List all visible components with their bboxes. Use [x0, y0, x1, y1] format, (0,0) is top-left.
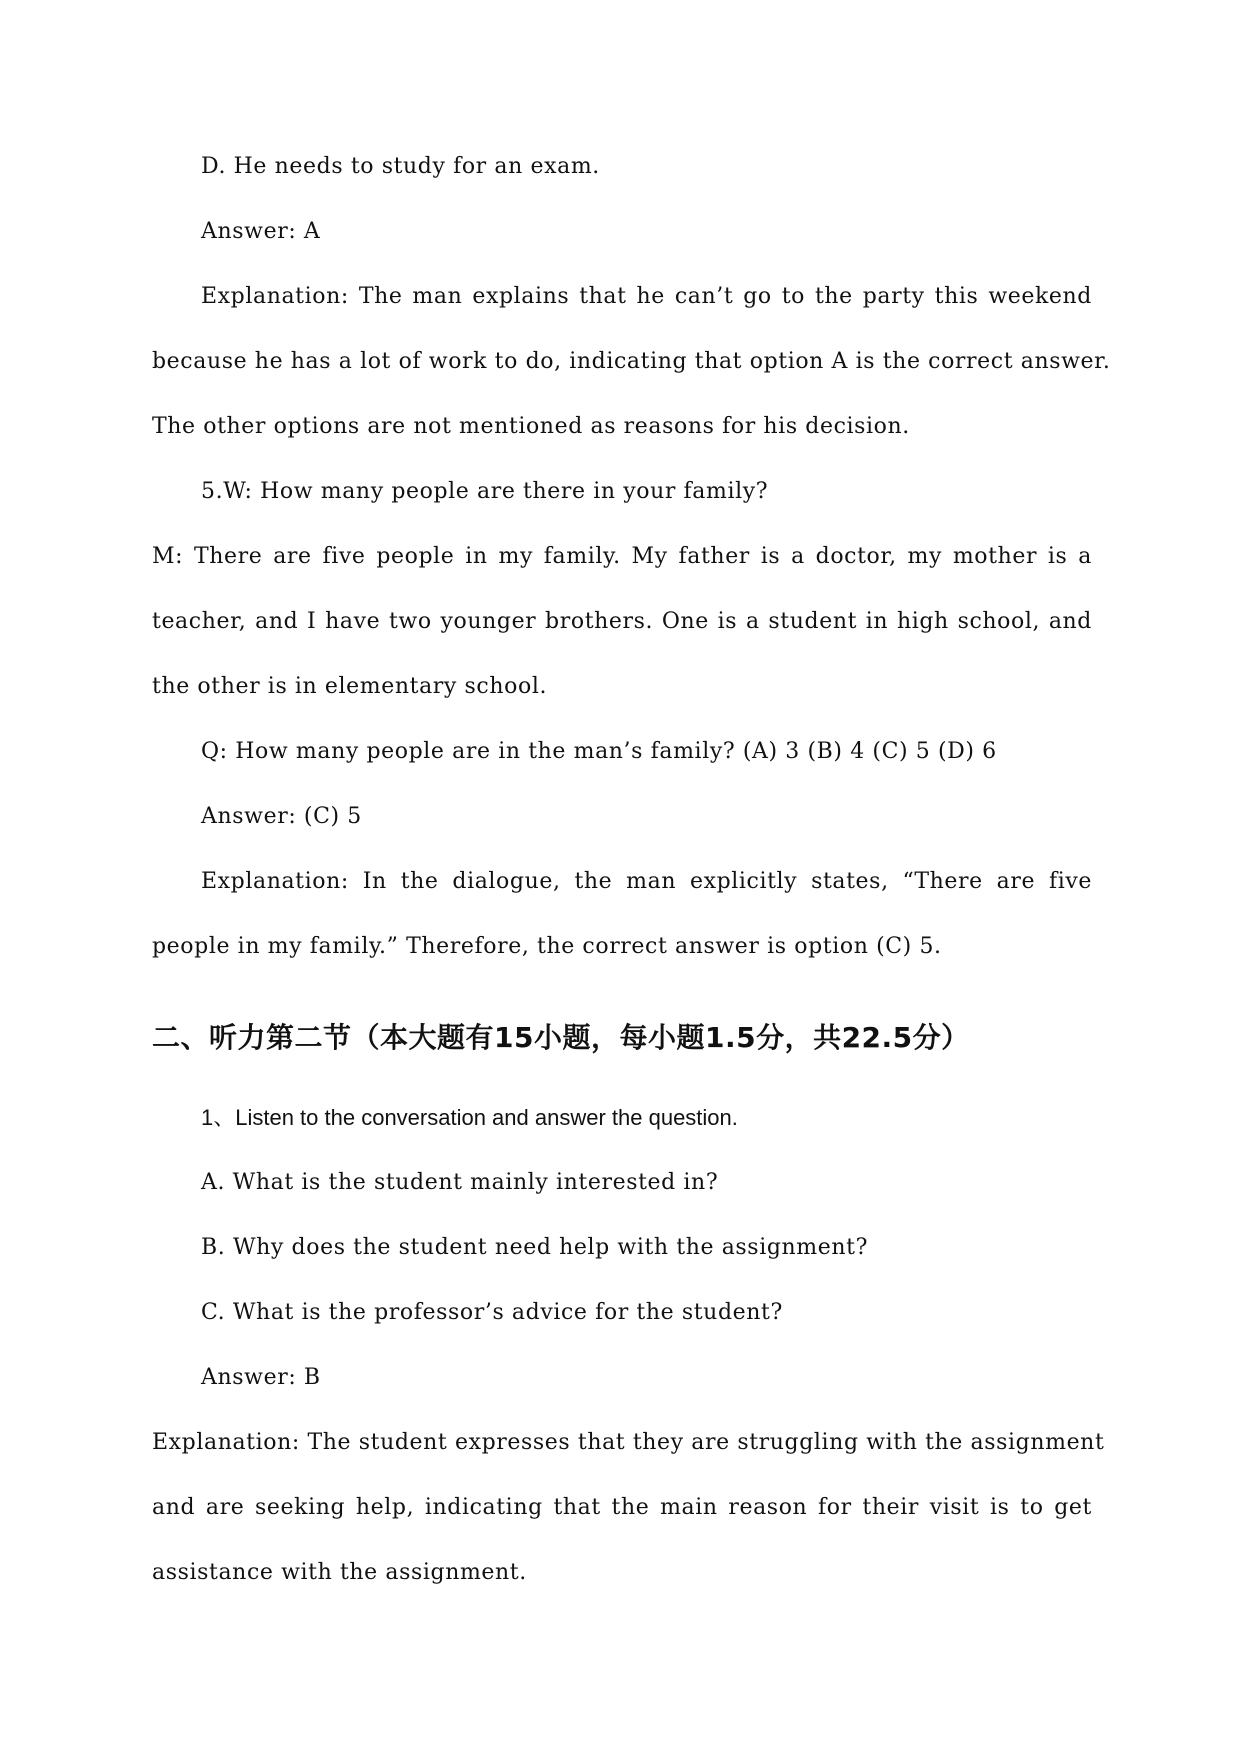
- answer-line: Answer: B: [201, 1365, 321, 1390]
- dialogue-line: teacher, and I have two younger brothers. One is a student in high school, and: [152, 609, 1092, 634]
- explanation-line: people in my family.” Therefore, the correct answer is option (C) 5.: [152, 934, 942, 959]
- option-a-line: A. What is the student mainly interested in?: [201, 1170, 719, 1195]
- explanation-line: Explanation: In the dialogue, the man explicitly states, “There are five: [201, 869, 1092, 894]
- question-line: Q: How many people are in the man’s family? (A) 3 (B) 4 (C) 5 (D) 6: [201, 739, 997, 764]
- explanation-line: Explanation: The man explains that he can’t go to the party this weekend: [201, 284, 1092, 309]
- explanation-line: because he has a lot of work to do, indicating that option A is the correct answer.: [152, 349, 1111, 374]
- section-heading: 二、听力第二节（本大题有15小题，每小题1.5分，共22.5分）: [152, 1021, 970, 1054]
- answer-line: Answer: (C) 5: [201, 804, 362, 829]
- question-prompt: 1、Listen to the conversation and answer the question.: [201, 1105, 738, 1130]
- explanation-line: and are seeking help, indicating that the main reason for their visit is to get: [152, 1495, 1092, 1520]
- dialogue-line: the other is in elementary school.: [152, 674, 548, 699]
- dialogue-line: M: There are five people in my family. My father is a doctor, my mother is a: [152, 544, 1092, 569]
- explanation-line: Explanation: The student expresses that they are struggling with the assignment: [152, 1430, 1105, 1455]
- question-line: 5.W: How many people are there in your family?: [201, 479, 769, 504]
- option-d-line: D. He needs to study for an exam.: [201, 154, 600, 179]
- explanation-line: assistance with the assignment.: [152, 1560, 527, 1585]
- answer-line: Answer: A: [201, 219, 321, 244]
- explanation-line: The other options are not mentioned as reasons for his decision.: [152, 414, 910, 439]
- option-c-line: C. What is the professor’s advice for the student?: [201, 1300, 783, 1325]
- option-b-line: B. Why does the student need help with the assignment?: [201, 1235, 868, 1260]
